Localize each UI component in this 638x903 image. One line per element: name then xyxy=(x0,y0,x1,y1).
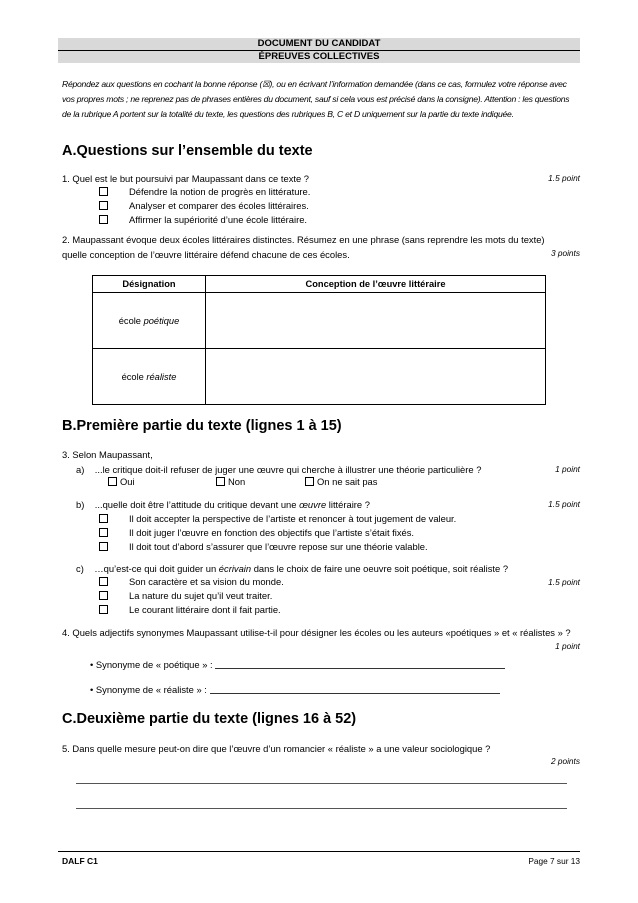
answer-cell-realist[interactable] xyxy=(206,349,546,405)
question-3b-points: 1.5 point xyxy=(548,499,580,509)
instructions: Répondez aux questions en cochant la bonne réponse (☒), ou en écrivant l’information demandée (dans ce cas, formulez votre réponse avec vos propres mots ; ne reprenez pas de phrases entières du document, sauf si cela vous est précisé dans la consigne). Attention : les questions de la rubrique A portent sur la totalité du texte, les questions des rubriques B, C et D uniquement sur la partie du texte indiquée. xyxy=(62,79,570,119)
synonym-realist-field[interactable] xyxy=(210,684,500,694)
q1-option-3[interactable]: Affirmer la supériorité d’une école littéraire. xyxy=(99,212,307,227)
checkbox-icon[interactable] xyxy=(99,187,108,196)
header-banner xyxy=(58,38,580,63)
question-3: 3. Selon Maupassant, xyxy=(62,449,153,460)
answer-line-2[interactable] xyxy=(76,808,567,809)
checkbox-icon[interactable] xyxy=(99,591,108,600)
table-row xyxy=(93,349,546,405)
answer-line-1[interactable] xyxy=(76,783,567,784)
row-label-realist: école réaliste xyxy=(93,349,206,405)
checkbox-icon[interactable] xyxy=(305,477,314,486)
q3b-option-2[interactable]: Il doit juger l’œuvre en fonction des objectifs que l’artiste s’était fixés. xyxy=(99,525,414,540)
q1-option-1[interactable]: Défendre la notion de progrès en littérature. xyxy=(99,184,310,199)
checkbox-icon[interactable] xyxy=(99,542,108,551)
synonym-realist: • Synonyme de « réaliste » : xyxy=(90,684,500,695)
checkbox-icon[interactable] xyxy=(99,605,108,614)
row-label-poetic: école poétique xyxy=(93,293,206,349)
question-4-points: 1 point xyxy=(555,641,580,651)
synonym-poetic: • Synonyme de « poétique » : xyxy=(90,659,505,670)
q3c-option-2[interactable]: La nature du sujet qu’il veut traiter. xyxy=(99,588,272,603)
schools-table xyxy=(92,275,546,405)
q3c-option-3[interactable]: Le courant littéraire dont il fait partie. xyxy=(99,602,281,617)
footer-divider xyxy=(58,851,580,852)
q3b-option-3[interactable]: Il doit tout d’abord s’assurer que l’œuvre repose sur une théorie valable. xyxy=(99,539,428,554)
question-2: 2. Maupassant évoque deux écoles littéraires distinctes. Résumez en une phrase (sans reprendre les mots du texte) quelle conception de l’œuvre littéraire défend chacune de ces écoles. xyxy=(62,234,545,260)
q3a-option-non[interactable]: Non xyxy=(216,474,245,489)
question-3a: a) ...le critique doit-il refuser de juger une œuvre qui cherche à illustrer une théorie particulière ? xyxy=(76,464,482,475)
q3c-option-1[interactable]: Son caractère et sa vision du monde. xyxy=(99,574,284,589)
section-c-title: C.Deuxième partie du texte (lignes 16 à 52) xyxy=(62,711,357,727)
header-title: DOCUMENT DU CANDIDAT xyxy=(257,38,381,49)
checkbox-icon[interactable] xyxy=(99,215,108,224)
table-header-designation: Désignation xyxy=(93,276,206,293)
section-b-title: B.Première partie du texte (lignes 1 à 15) xyxy=(62,418,342,434)
question-3a-points: 1 point xyxy=(555,464,580,474)
q1-option-2[interactable]: Analyser et comparer des écoles littéraires. xyxy=(99,198,309,213)
q3a-option-oui[interactable]: Oui xyxy=(108,474,135,489)
question-3c: c) …qu’est-ce qui doit guider un écrivain dans le choix de faire une oeuvre soit poétique, soit réaliste ? xyxy=(76,563,509,574)
checkbox-icon[interactable] xyxy=(216,477,225,486)
checkbox-icon[interactable] xyxy=(99,514,108,523)
question-5: 5. Dans quelle mesure peut-on dire que l’œuvre d’un romancier « réaliste » a une valeur sociologique ? xyxy=(62,743,491,754)
checkbox-icon[interactable] xyxy=(108,477,117,486)
question-3c-points: 1.5 point xyxy=(548,577,580,587)
footer-page-number: Page 7 sur 13 xyxy=(528,856,580,866)
answer-cell-poetic[interactable] xyxy=(206,293,546,349)
table-header-conception: Conception de l’œuvre littéraire xyxy=(206,276,546,293)
question-4: 4. Quels adjectifs synonymes Maupassant utilise-t-il pour désigner les écoles ou les auteurs «poétiques » et « réalistes » ? xyxy=(62,627,571,638)
header-subtitle: ÉPREUVES COLLECTIVES xyxy=(258,51,380,62)
question-2-points: 3 points xyxy=(550,248,580,258)
checkbox-icon[interactable] xyxy=(99,528,108,537)
footer-exam-name: DALF C1 xyxy=(62,856,98,866)
q3a-option-nsp[interactable]: On ne sait pas xyxy=(305,474,377,489)
question-5-points: 2 points xyxy=(550,756,580,766)
table-row xyxy=(93,293,546,349)
checkbox-icon[interactable] xyxy=(99,577,108,586)
q3b-option-1[interactable]: Il doit accepter la perspective de l’artiste et renoncer à tout jugement de valeur. xyxy=(99,511,456,526)
checkbox-icon[interactable] xyxy=(99,201,108,210)
section-a-title: A.Questions sur l’ensemble du texte xyxy=(62,143,313,159)
question-1-points: 1.5 point xyxy=(548,173,580,183)
question-3b: b) ...quelle doit être l’attitude du critique devant une œuvre littéraire ? xyxy=(76,499,370,510)
question-1: 1. Quel est le but poursuivi par Maupassant dans ce texte ? xyxy=(62,173,310,184)
synonym-poetic-field[interactable] xyxy=(215,659,505,669)
